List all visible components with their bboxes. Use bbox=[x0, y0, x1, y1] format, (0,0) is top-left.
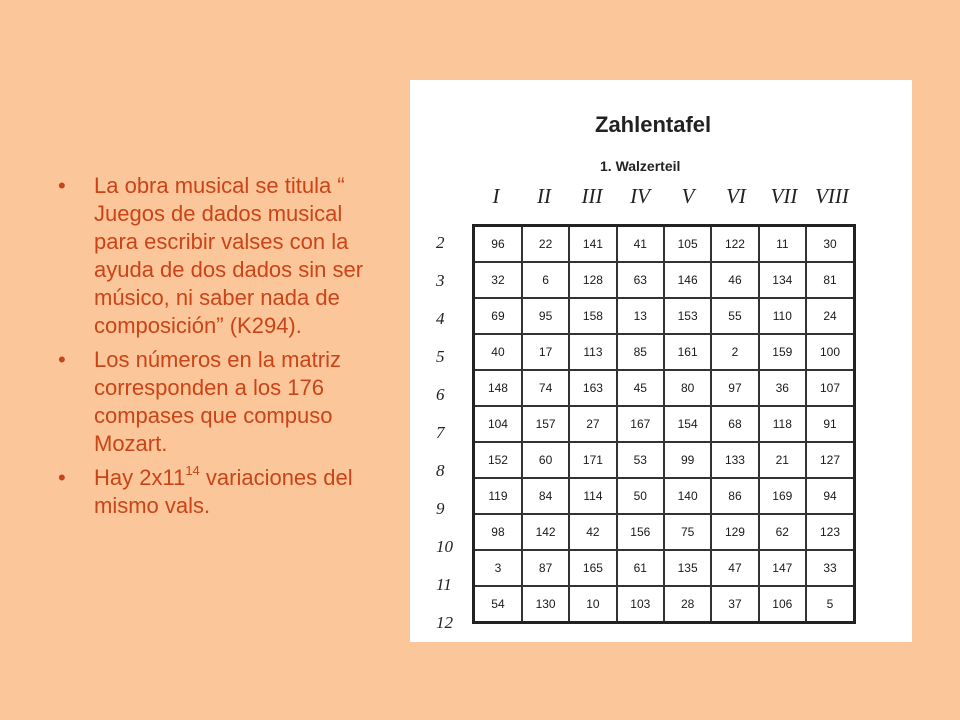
table-cell: 127 bbox=[806, 442, 855, 478]
table-cell: 24 bbox=[806, 298, 855, 334]
table-cell: 33 bbox=[806, 550, 855, 586]
row-header: 12 bbox=[436, 613, 453, 632]
table-cell: 98 bbox=[474, 514, 522, 550]
table-cell: 54 bbox=[474, 586, 522, 623]
row-header: 5 bbox=[436, 347, 445, 366]
table-cell: 114 bbox=[569, 478, 616, 514]
table-cell: 133 bbox=[711, 442, 758, 478]
row-header: 6 bbox=[436, 385, 445, 404]
table-cell: 21 bbox=[759, 442, 806, 478]
figure-subtitle: 1. Walzerteil bbox=[600, 158, 681, 174]
column-header: VIII bbox=[815, 184, 849, 208]
table-cell: 2 bbox=[711, 334, 758, 370]
row-header: 9 bbox=[436, 499, 445, 518]
table-cell: 97 bbox=[711, 370, 758, 406]
table-cell: 159 bbox=[759, 334, 806, 370]
table-cell: 146 bbox=[664, 262, 711, 298]
table-cell: 40 bbox=[474, 334, 522, 370]
table-cell: 99 bbox=[664, 442, 711, 478]
number-table bbox=[472, 224, 856, 624]
table-cell: 106 bbox=[759, 586, 806, 623]
row-headers bbox=[436, 224, 466, 642]
table-cell: 154 bbox=[664, 406, 711, 442]
column-header: V bbox=[681, 184, 695, 208]
table-cell: 142 bbox=[522, 514, 569, 550]
table-cell: 157 bbox=[522, 406, 569, 442]
table-cell: 84 bbox=[522, 478, 569, 514]
bullet-item bbox=[58, 172, 388, 340]
bullet-text: La obra musical se titula “ Juegos de dados musical para escribir valses con la ayuda de dos dados sin ser músico, ni saber nada de composición” (K294). bbox=[94, 173, 364, 338]
table-cell: 37 bbox=[711, 586, 758, 623]
exponent: 14 bbox=[185, 462, 200, 478]
table-row bbox=[474, 334, 855, 370]
table-cell: 61 bbox=[617, 550, 664, 586]
table-row bbox=[474, 478, 855, 514]
table-cell: 118 bbox=[759, 406, 806, 442]
table-cell: 103 bbox=[617, 586, 664, 623]
table-row bbox=[474, 442, 855, 478]
table-cell: 36 bbox=[759, 370, 806, 406]
table-cell: 135 bbox=[664, 550, 711, 586]
column-header: VI bbox=[726, 184, 746, 208]
table-cell: 167 bbox=[617, 406, 664, 442]
table-cell: 13 bbox=[617, 298, 664, 334]
table-cell: 152 bbox=[474, 442, 522, 478]
row-header: 2 bbox=[436, 233, 445, 252]
table-cell: 113 bbox=[569, 334, 616, 370]
table-cell: 10 bbox=[569, 586, 616, 623]
table-cell: 148 bbox=[474, 370, 522, 406]
row-header: 3 bbox=[436, 271, 445, 290]
table-cell: 75 bbox=[664, 514, 711, 550]
table-row bbox=[474, 262, 855, 298]
table-row bbox=[474, 586, 855, 623]
table-cell: 100 bbox=[806, 334, 855, 370]
table-cell: 94 bbox=[806, 478, 855, 514]
table-cell: 130 bbox=[522, 586, 569, 623]
table-cell: 158 bbox=[569, 298, 616, 334]
table-cell: 171 bbox=[569, 442, 616, 478]
table-cell: 53 bbox=[617, 442, 664, 478]
table-cell: 129 bbox=[711, 514, 758, 550]
table-row bbox=[474, 298, 855, 334]
table-cell: 63 bbox=[617, 262, 664, 298]
row-header: 10 bbox=[436, 537, 453, 556]
table-cell: 27 bbox=[569, 406, 616, 442]
table-row bbox=[474, 370, 855, 406]
table-cell: 153 bbox=[664, 298, 711, 334]
bullet-item bbox=[58, 464, 388, 520]
table-cell: 74 bbox=[522, 370, 569, 406]
bullet-text-pre: Hay 2x11 bbox=[94, 465, 186, 490]
bullet-text bbox=[94, 462, 353, 518]
row-header: 4 bbox=[436, 309, 445, 328]
table-cell: 60 bbox=[522, 442, 569, 478]
table-cell: 110 bbox=[759, 298, 806, 334]
zahlentafel-figure bbox=[410, 80, 912, 642]
column-header: III bbox=[581, 184, 603, 208]
bullet-dot: • bbox=[58, 173, 66, 198]
bullet-list bbox=[58, 172, 388, 526]
table-cell: 123 bbox=[806, 514, 855, 550]
table-cell: 119 bbox=[474, 478, 522, 514]
table-cell: 141 bbox=[569, 226, 616, 263]
table-cell: 41 bbox=[617, 226, 664, 263]
row-header: 7 bbox=[436, 423, 445, 442]
table-row bbox=[474, 406, 855, 442]
table-cell: 85 bbox=[617, 334, 664, 370]
table-cell: 169 bbox=[759, 478, 806, 514]
bullet-item bbox=[58, 346, 388, 458]
column-header: I bbox=[492, 184, 500, 208]
table-cell: 3 bbox=[474, 550, 522, 586]
column-header: II bbox=[537, 184, 551, 208]
table-cell: 147 bbox=[759, 550, 806, 586]
table-cell: 45 bbox=[617, 370, 664, 406]
table-cell: 69 bbox=[474, 298, 522, 334]
table-row bbox=[474, 514, 855, 550]
table-cell: 80 bbox=[664, 370, 711, 406]
table-cell: 128 bbox=[569, 262, 616, 298]
column-header: VII bbox=[770, 184, 798, 208]
table-cell: 47 bbox=[711, 550, 758, 586]
table-row bbox=[474, 550, 855, 586]
table-cell: 134 bbox=[759, 262, 806, 298]
table-cell: 104 bbox=[474, 406, 522, 442]
bullet-dot: • bbox=[58, 465, 66, 490]
table-cell: 163 bbox=[569, 370, 616, 406]
bullet-text-post: variaciones del mismo vals. bbox=[94, 465, 353, 518]
table-cell: 28 bbox=[664, 586, 711, 623]
table-cell: 122 bbox=[711, 226, 758, 263]
table-cell: 161 bbox=[664, 334, 711, 370]
table-cell: 11 bbox=[759, 226, 806, 263]
table-cell: 140 bbox=[664, 478, 711, 514]
table-cell: 30 bbox=[806, 226, 855, 263]
table-cell: 95 bbox=[522, 298, 569, 334]
table-cell: 22 bbox=[522, 226, 569, 263]
table-cell: 55 bbox=[711, 298, 758, 334]
table-cell: 96 bbox=[474, 226, 522, 263]
table-cell: 42 bbox=[569, 514, 616, 550]
row-header: 11 bbox=[436, 575, 452, 594]
bullet-text: Los números en la matriz corresponden a los 176 compases que compuso Mozart. bbox=[94, 347, 341, 456]
table-cell: 68 bbox=[711, 406, 758, 442]
row-header: 8 bbox=[436, 461, 445, 480]
table-cell: 165 bbox=[569, 550, 616, 586]
table-cell: 46 bbox=[711, 262, 758, 298]
bullet-dot: • bbox=[58, 347, 66, 372]
figure-title: Zahlentafel bbox=[595, 112, 712, 137]
table-cell: 91 bbox=[806, 406, 855, 442]
table-cell: 87 bbox=[522, 550, 569, 586]
table-cell: 105 bbox=[664, 226, 711, 263]
table-cell: 62 bbox=[759, 514, 806, 550]
table-cell: 86 bbox=[711, 478, 758, 514]
table-row bbox=[474, 226, 855, 263]
table-cell: 5 bbox=[806, 586, 855, 623]
table-cell: 81 bbox=[806, 262, 855, 298]
table-cell: 32 bbox=[474, 262, 522, 298]
table-cell: 17 bbox=[522, 334, 569, 370]
column-header: IV bbox=[630, 184, 650, 208]
table-cell: 156 bbox=[617, 514, 664, 550]
table-cell: 6 bbox=[522, 262, 569, 298]
table-cell: 50 bbox=[617, 478, 664, 514]
table-cell: 107 bbox=[806, 370, 855, 406]
column-headers bbox=[472, 184, 856, 209]
